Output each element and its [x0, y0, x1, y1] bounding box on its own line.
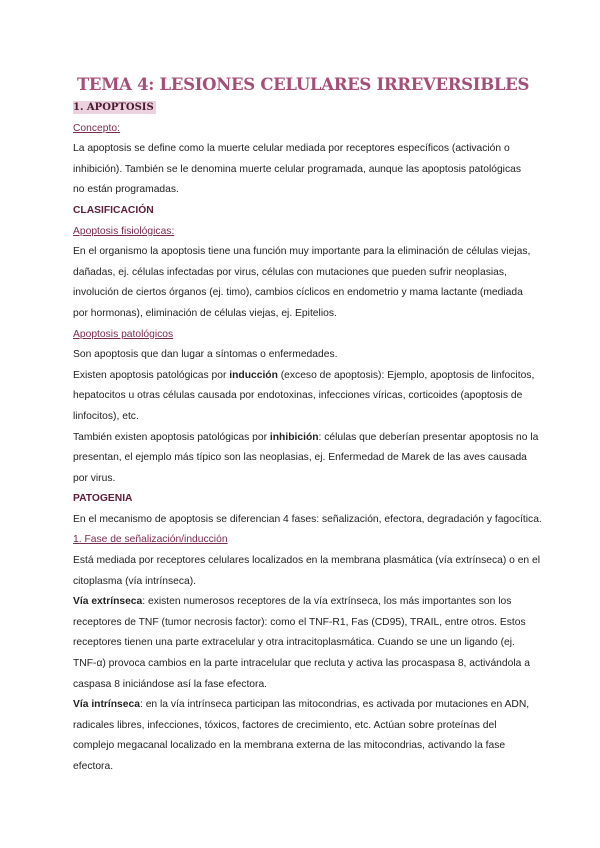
text-line: linfocitos), etc. — [73, 410, 139, 422]
text-line: por virus. — [73, 472, 116, 484]
text-line: dañadas, ej. células infectadas por virus, células con mutaciones que pueden sufrir neoplasias, — [73, 266, 507, 278]
text-run: : células que deberían presentar apoptosis no la — [318, 431, 539, 443]
text-run: Existen apoptosis patológicas por — [73, 369, 230, 381]
text-run: : existen numerosos receptores de la vía extrínseca, los más importantes son los — [142, 596, 512, 608]
patologicos-heading: Apoptosis patológicos — [73, 328, 174, 340]
text-line: citoplasma (vía intrínseca). — [73, 575, 197, 587]
text-line: radicales libres, infecciones, tóxicos, factores de crecimiento, etc. Actúan sobre proteínas del — [73, 719, 497, 731]
text-line: La apoptosis se define como la muerte celular mediada por receptores específicos (activación o — [73, 143, 510, 155]
fisiologicas-heading: Apoptosis fisiológicas: — [73, 225, 175, 237]
text-line: complejo megacanal localizado en la membrana externa de las mitocondrias, activando la fase — [73, 740, 506, 752]
text-line: receptores tienen una parte extracelular y otra intracitoplasmática. Cuando se une un ligando (ej. — [73, 637, 515, 649]
document-title: TEMA 4: LESIONES CELULARES IRREVERSIBLES — [76, 75, 530, 94]
section-heading — [73, 98, 533, 119]
bold-term: Vía intrínseca — [73, 699, 140, 711]
patogenia-heading: PATOGENIA — [73, 493, 133, 505]
bold-term: Vía extrínseca — [73, 596, 143, 608]
concepto-heading: Concepto: — [73, 122, 120, 134]
text-line: En el mecanismo de apoptosis se diferencian 4 fases: señalización, efectora, degradación y fagocítica. — [73, 513, 542, 525]
clasificacion-heading: CLASIFICACIÓN — [73, 204, 154, 216]
text-line: no están programadas. — [73, 184, 179, 196]
bold-term: inducción — [229, 369, 278, 381]
text-line: TNF-α) provoca cambios en la parte intracelular que recluta y activa las procaspasa 8, activándola a — [73, 658, 530, 670]
text-line: inhibición). También se le denomina muerte celular programada, aunque las apoptosis patológicas — [73, 163, 521, 175]
document-content — [73, 72, 542, 778]
text-line: involución de ciertos órganos (ej. timo), cambios cíclicos en endometrio y mama lactante (mediada — [73, 287, 523, 299]
text-line — [73, 695, 533, 716]
text-line: receptores de TNF (tumor necrosis factor): como el TNF-R1, Fas (CD95), TRAIL, entre otros. Estos — [73, 616, 526, 628]
text-run: : en la vía intrínseca participan las mitocondrias, es activada por mutaciones en ADN, — [139, 699, 530, 711]
bold-term: inhibición — [269, 431, 319, 443]
text-run: (exceso de apoptosis): Ejemplo, apoptosis de linfocitos, — [277, 369, 535, 381]
text-line: caspasa 8 iniciándose así la fase efectora. — [73, 678, 268, 690]
text-line — [73, 428, 539, 449]
text-line: hepatocitos u otras células causada por endotoxinas, infecciones víricas, corticoides (apoptosis de — [73, 390, 523, 402]
text-line: por hormonas), eliminación de células viejas, ej. Epitelios. — [73, 307, 337, 319]
text-line: presentan, el ejemplo más típico son las neoplasias, ej. Enfermedad de Marek de las aves causada — [73, 452, 527, 464]
text-line: Son apoptosis que dan lugar a síntomas o enfermedades. — [73, 349, 338, 361]
fase1-heading: 1. Fase de señalización/inducción — [73, 534, 228, 546]
text-run: También existen apoptosis patológicas por — [73, 431, 270, 443]
text-line — [73, 592, 533, 613]
text-line: efectora. — [73, 761, 114, 772]
text-line: En el organismo la apoptosis tiene una función muy importante para la eliminación de células viejas, — [73, 246, 531, 258]
text-line — [73, 366, 533, 387]
section-heading-text: 1. APOPTOSIS — [73, 102, 154, 113]
text-line: Está mediada por receptores celulares localizados en la membrana plasmática (vía extrínseca) o en el — [73, 555, 541, 567]
